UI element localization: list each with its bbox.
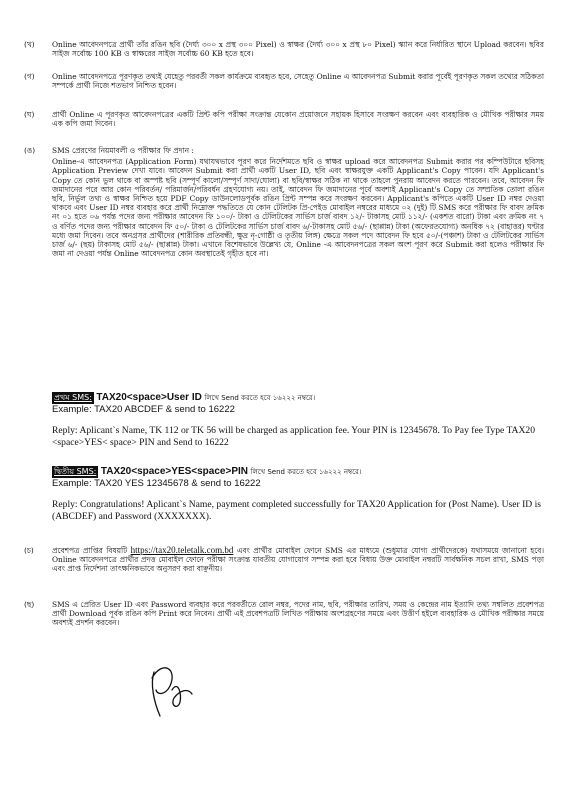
second-sms-label: দ্বিতীয় SMS:	[54, 467, 97, 476]
sms-instructions-paragraph: Online-এ আবেদনপত্র (Application Form) যথাযথভাবে পূরণ করে নির্দেশমতে ছবি ও স্বাক্ষর upload করে আবেদনপত্র Submit করার পর কম্পিউটারে ছবিসহ Application Preview দেখা যাবে। আবেদন Submit করা প্রার্থী একটি User ID, ছবি এবং স্বাক্ষরযুক্ত একটি Applicant's Copy পাবেন। যদি Applicant's Copy তে কোন ভুল থাকে বা অস্পষ্ট ছবি (সম্পূর্ণ কালো/সম্পূর্ণ সাদা/ঘোলা) বা ছবি/স্বাক্ষর সঠিক না থাকে তাহলে পুনরায় আবেদন করতে পারবেন। তবে, আবেদন ফি জমাদানের পরে আর কোন পরিবর্তন/ পরিমার্জন/পরিবর্ধন গ্রহণযোগ্য নয়। তাই, আবেদন ফি জমাদানের পূর্বে অবশ্যই Applicant's Copy তে সম্প্রতিক তোলা রঙিন ছবি, নির্ভুল তথ্য ও স্বাক্ষর নিশ্চিত হয়ে PDF Copy ডাউনলোডপূর্বক রঙিন প্রিন্ট সম্পন্ন করে সংরক্ষণ করবেন। Applicant's কপিতে একটি User ID নম্বর দেওয়া থাকবে এবং User ID নম্বর ব্যবহার করে প্রার্থী নিম্নোক্ত পদ্ধতিতে যে কোন টেলিটক প্রি-পেইড মোবাইল নম্বরের মাধ্যমে ০২ (দুই) টি SMS করে পরীক্ষার ফি বাবদ ক্রমিক নং ০১ হতে ০৬ পর্যন্ত পদের জন্য পরীক্ষার আবেদন ফি ১০০/- টাকা ও টেলিটকের সার্ভিস চার্জ বাবদ ১২/- টাকাসহ মোট ১১২/- (একশত বারো) টাকা এবং ক্রমিক নং ৭ ও বর্ণিত পদের জন্য পরীক্ষার আবেদন ফি ৫০/- টাকা ও টেলিটকের সার্ভিস চার্জ বাবদ ৬/-টাকাসহ মোট ৫৬/- (ছাপ্পান্ন) টাকা (অফেরতযোগ্য) অনধিক ৭২ (বাহাত্তর) ঘণ্টার মধ্যে জমা দিবেন। তবে অনগ্রসর প্রার্থীদের (শারীরিক প্রতিবন্ধী, ক্ষুদ্র নৃ-গোষ্ঠী ও তৃতীয় লিঙ্গ) ক্ষেত্রে সকল পদে আবেদন ফি হবে ৫০/-(পঞ্চাশ) টাকা ও টেলিটকের সার্ভিস চার্জ ৬/- (ছয়) টাকাসহ মোট ৫৬/- (ছাপ্পান্ন) টাকা। এখানে বিশেষভাবে উল্লেখ্য যে, Online -এ আবেদনপত্রের সকল অংশ পূরণ করে Submit করা হলেও পরীক্ষার ফি জমা না দেওয়া পর্যন্ত Online আবেদনপত্র কোন অবস্থাতেই গৃহীত হবে না।	[52, 157, 544, 259]
first-sms-note: লিখে Send করতে হবে ১৬২২২ নম্বরে।	[204, 394, 316, 402]
second-sms-reply: Reply: Congratulations! Aplicant`s Name, payment completed successfully for TAX20 Application for (Post Name). User ID is (ABCDEF) and Password (XXXXXXX).	[52, 499, 542, 522]
item-text-pre: প্রবেশপত্র প্রাপ্তির বিষয়টি	[52, 546, 128, 555]
item-text: প্রার্থী Online এ পূরণকৃত আবেদনপত্রের একটি প্রিন্ট কপি পরীক্ষা সংক্রান্ত যেকোন প্রয়োজনে সহায়ক হিসাবে সংরক্ষণ করবেন এবং ব্যবহারিক ও মৌখিক পরীক্ষার সময় এক কপি জমা দিবেন।	[52, 110, 544, 129]
item-chha	[24, 600, 544, 628]
first-sms-reply: Reply: Aplicant`s Name, TK 112 or TK 56 will be charged as application fee. Your PIN is 12345678. To Pay fee Type TAX20 <space>YES< space> PIN and Send to 16222	[52, 425, 536, 448]
item-cha	[24, 546, 544, 574]
second-sms-example: Example: TAX20 YES 12345678 & send to 16222	[52, 478, 261, 489]
item-number: (খ)	[24, 40, 35, 49]
item-umo	[24, 146, 544, 258]
item-number: (গ)	[24, 72, 35, 81]
item-text: SMS এ প্রেরিত User ID এবং Password ব্যবহার করে পরবর্তীতে রোল নম্বর, পদের নাম, ছবি, পরীক্ষার তারিখ, সময় ও কেন্দ্রের নাম ইত্যাদি তথ্য সম্বলিত প্রবেশপত্র প্রার্থী Download পূর্বক রঙিন কপি Print করে নিবেন। প্রার্থী এই প্রবেশপত্রটি লিখিত পরীক্ষায় অংশগ্রহণের সময়ে এবং উত্তীর্ণ হইলে ব্যবহারিক ও মৌখিক পরীক্ষার সময়ে অবশ্যই প্রদর্শন করবেন।	[52, 600, 544, 628]
first-sms-label: প্রথম SMS:	[54, 393, 92, 402]
item-ga	[24, 72, 544, 90]
item-number: (চ)	[24, 546, 34, 555]
first-sms-block	[52, 392, 552, 448]
item-kha	[24, 40, 544, 58]
item-text: Online আবেদনপত্রে প্রার্থী তাঁর রঙিন ছবি (দৈর্ঘ্য ৩০০ x প্রস্থ ৩০০ Pixel) ও স্বাক্ষর (দৈর্ঘ্য ৩০০ x প্রস্থ ৮০ Pixel) স্ক্যান করে নির্ধারিত স্থানে Upload করবেন। ছবির সাইজ সর্বোচ্চ 100 KB ও স্বাক্ষরের সাইজ সর্বোচ্চ 60 KB হতে হবে।	[52, 40, 544, 59]
item-number: (ছ)	[24, 600, 35, 609]
item-number: (ঙ)	[24, 146, 36, 155]
handwritten-signature	[140, 650, 200, 720]
second-sms-block	[52, 466, 552, 522]
item-heading: SMS প্রেরণের নিয়মাবলী ও পরীক্ষার ফি প্রদান :	[52, 146, 194, 155]
second-sms-note: লিখে Send করতে হবে ১৬২২২ নম্বরে।	[250, 468, 362, 476]
item-gha	[24, 110, 544, 128]
item-text: Online আবেদনপত্রে পূরণকৃত তথ্যই যেহেতু পরবর্তী সকল কার্যক্রমে ব্যবহৃত হবে, সেহেতু Online এ আবেদনপত্র Submit করার পূর্বেই পূরণকৃত সকল তথ্যের সঠিকতা সম্পর্কে প্রার্থী নিজে শতভাগ নিশ্চিত হবেন।	[52, 72, 544, 91]
first-sms-example: Example: TAX20 ABCDEF & send to 16222	[52, 404, 235, 415]
item-number: (ঘ)	[24, 110, 35, 119]
first-sms-code: TAX20<space>User ID	[96, 392, 202, 403]
item-text-post: এবং প্রার্থীর মোবাইল ফোনে SMS এর মাধ্যমে (শুধুমাত্র যোগ্য প্রার্থীদেরকে) যথাসময়ে জানানো হবে। Online আবেদনপত্রে প্রার্থীর প্রদত্ত মোবাইল ফোনে পরীক্ষা সংক্রান্ত যাবতীয় যোগাযোগ সম্পন্ন করা হবে বিধায় উক্ত মোবাইল নম্বরটি সার্বক্ষনিক সচল রাখা, SMS পড়া এবং প্রাপ্ত নির্দেশনা তাৎক্ষনিকভাবে অনুসরণ করা বাঞ্ছনীয়।	[52, 546, 544, 574]
second-sms-code: TAX20<space>YES<space>PIN	[100, 466, 248, 477]
item-text	[52, 546, 544, 574]
tax20-link[interactable]: https://tax20.teletalk.com.bd	[130, 545, 234, 555]
